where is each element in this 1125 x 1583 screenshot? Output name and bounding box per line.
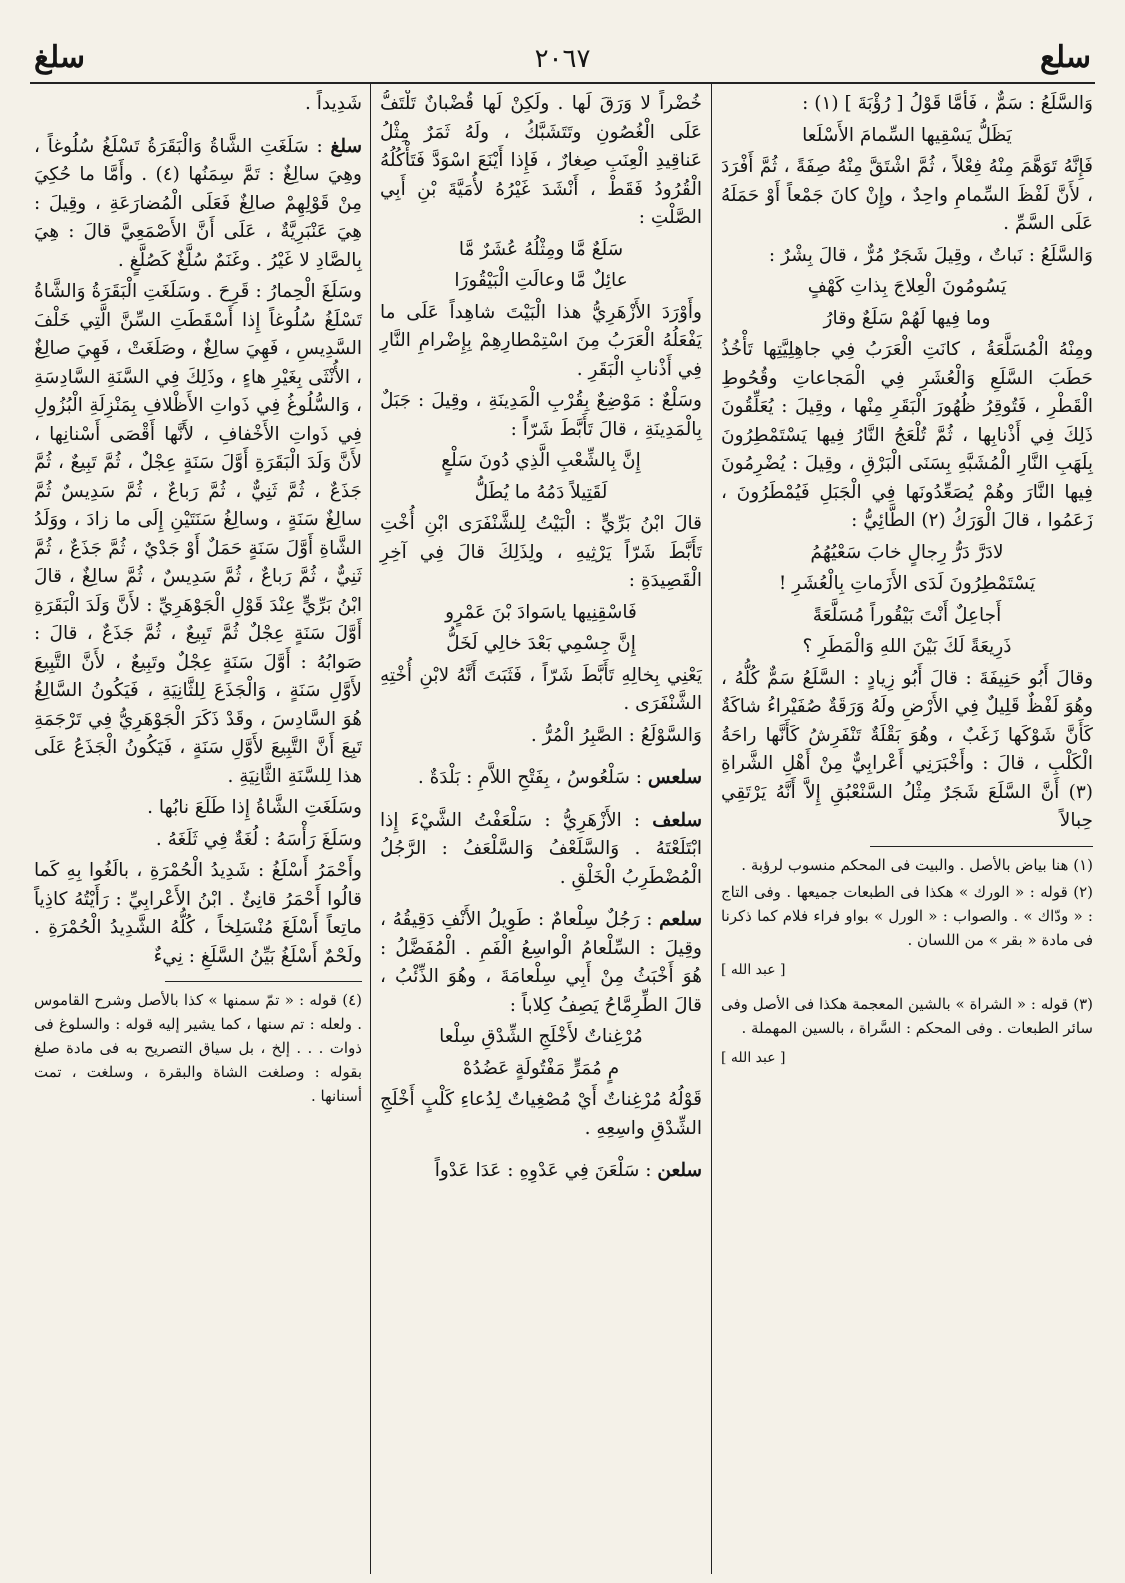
paragraph: وسَلَغَتِ الشَّاةُ إِذا طَلَعَ نابُها .: [147, 797, 362, 818]
paragraph: وأَحْمَرُ أَسْلَغُ : شَدِيدُ الْحُمْرَةِ ، بالَغُوا بِهِ كَما قالُوا أَحْمَرُ قانِئٌ . ابْنُ الأَعْرابِيِّ : رَأَيْتُهُ كاذِياً ماتِعاً أَسْلَغَ مُنْسَلِخاً ، كُلُّهُ الشَّدِيدُ الْحُمْرَةِ . ولَحْمٌ أَسْلَغُ بَيِّنُ السَّلَغِ : نِيءٌ: [34, 860, 362, 967]
footnote-separator: [870, 846, 1093, 847]
verse-line: مٍ مُمَرٍّ مَفْتُولَةٍ عَضُدُهْ: [462, 1057, 620, 1079]
column-divider: [711, 84, 712, 1574]
paragraph: وسَلَغَ رَأْسَهُ : لُغَةٌ فِي ثَلَغَهُ .: [155, 828, 362, 850]
right-column: [717, 90, 1097, 1570]
verse-line: سَلَعٌ مَّا ومِثْلُهُ عُشَرٌ مَّا: [458, 238, 624, 260]
verse-line: فَاسْقِنِيها ياسَوادَ بْنَ عَمْرٍو: [445, 601, 637, 623]
dictionary-entry: [380, 764, 702, 793]
paragraph: وَالسَّلَعُ : نَباتٌ ، وقِيلَ شَجَرٌ مُرٌّ ، قالَ بِشْرٌ :: [768, 244, 1093, 266]
left-column: [30, 90, 366, 1570]
entry-text: : الأَزْهَرِيُّ : سَلْعَفْتُ الشَّيْءَ إِذا ابْتَلَعْتَهُ . وَالسَّلَعْفُ وَالسَّلْعَفُ : الرَّجُلُ الْمُضْطَرِبُ الْخَلْقِ .: [380, 809, 702, 888]
verse-line: يَسُومُونَ الْعِلاجَ بِذاتِ كَهْفٍ: [807, 276, 1007, 297]
middle-column: [376, 90, 706, 1570]
verse-line: مُرْغِناتٌ لأَخْلَجِ الشِّدْقِ سِلْعا: [439, 1026, 643, 1047]
paragraph: وسَلْعٌ : مَوْضِعٌ بِقُرْبِ الْمَدِينَةِ ، وقِيلَ : جَبَلٌ بِالْمَدِينَةِ ، قالَ تَأَبَّطَ شَرّاً :: [380, 390, 702, 440]
paragraph: خُضْراً لا وَرَقَ لَها . ولَكِنْ لَها قُضْبانٌ تَلْتَفُّ عَلَى الْغُصُونِ وتَتَشَبَّكُ ، ولَهُ ثَمَرٌ مِثْلُ عَناقِيدِ الْعِنَبِ صِغارٌ ، فَإِذا أَيْنَعَ اسْوَدَّ فَتَأْكُلُهُ الْقُرُودُ فَقَطْ ، أَنْشَدَ غَيْرُهُ لأُمَيَّةَ بْنِ أَبِي الصَّلْتِ :: [380, 93, 702, 228]
footnote: (٣) قوله : « الشراة » بالشين المعجمة هكذا فى الأصل وفى سائر الطبعات . وفى المحكم : السَّراة ، بالسين المهملة .: [721, 995, 1093, 1037]
verse-line: أَجاعِلٌ أَنْتَ بَيْقُوراً مُسَلَّعَةً: [812, 604, 1002, 626]
dictionary-entry: [34, 133, 362, 276]
header-root-right: سلع: [1039, 40, 1091, 75]
verse-line: ذَرِيعَةً لَكَ بَيْنَ اللهِ وَالْمَطَرِ ؟: [802, 636, 1012, 657]
footnote: (٤) قوله : « تمّ سمنها » كذا بالأصل وشرح القاموس . ولعله : تم سنها ، كما يشير إليه قوله : والسلوغ فى ذوات . . . إلخ ، بل سياق التصريح به فى مادة صلغ بقوله : وصلغت الشاة والبقرة ، وسلغت ، تمت أسنانها .: [34, 991, 362, 1105]
entry-headword: سلعف: [652, 809, 702, 831]
page-header: [30, 38, 1095, 84]
verse-line: لَقَتِيلاً دَمُهُ ما يُطَلُّ: [474, 481, 608, 503]
page-number: ٢٠٦٧: [534, 44, 591, 74]
entry-headword: سلعم: [659, 909, 702, 930]
paragraph: يَعْنِي بِخالِهِ تَأَبَّطَ شَرّاً ، فَثَبَتَ أَنَّهُ لابْنِ أُخْتِهِ الشَّنْفَرَى .: [380, 664, 702, 714]
verse-line: وما فِيها لَهُمْ سَلَعٌ وقارُ: [823, 307, 991, 329]
paragraph: وقالَ أَبُو حَنِيفَةَ : قالَ أَبُو زِيادٍ : السَّلَعُ سَمٌّ كُلُّهُ ، وهُوَ لَفْظٌ قَلِيلٌ فِي الأَرْضِ ولَهُ وَرَقَةٌ صُفَيْراءُ شاكَةٌ كَأَنَّ شَوْكَها زَغَبٌ ، وهُوَ بَقْلَةٌ تَنْفَرِشُ كَأَنَّها راحَةُ الْكَلْبِ ، قالَ : وأَخْبَرَنِي أَعْرابِيٌّ مِنْ أَهْلِ الشَّراةِ (٣) أَنَّ السَّلَعَ شَجَرٌ مِثْلُ السَّنْعْبُقِ إِلاَّ أَنَّهُ يَرْتَقِي حِبالاً: [721, 667, 1093, 831]
editor-signature: [ عبد الله ]: [721, 961, 786, 978]
paragraph: قَوْلُهُ مُرْغِناتٌ أَيْ مُصْغِياتٌ لِدُعاءِ كَلْبٍ أَخْلَجِ الشِّدْقِ واسِعِهِ .: [380, 1089, 702, 1139]
entry-text: : سَلْعَنَ فِي عَدْوِهِ : عَدَا عَدْواً: [434, 1160, 658, 1181]
dictionary-entry: [380, 807, 702, 893]
entry-headword: سلعس: [647, 767, 702, 788]
verse-line: لادَرَّ دَرُّ رِجالٍ خابَ سَعْيُهُمُ: [810, 541, 1004, 563]
entry-headword: سلعن: [657, 1160, 702, 1181]
paragraph: وَالسَّوْلَعُ : الصَّبِرُ الْمُرُّ .: [530, 724, 702, 746]
verse-line: إِنَّ بِالشِّعْبِ الَّذِي دُونَ سَلْعٍ: [441, 450, 641, 471]
entry-text: : سَلَغَتِ الشَّاةُ وَالْبَقَرَةُ تَسْلَغُ سُلُوغاً ، وهِيَ سالِغٌ : تَمَّ سِمَنُها (٤) . وأَمَّا ما حُكِيَ مِنْ قَوْلِهِمْ صالِغٌ فَعَلَى الْمُضارَعَةِ ، وقِيلَ : هِيَ عَنْبَرِيَّةٌ ، عَلَى أَنَّ الأَصْمَعِيَّ قالَ : هِيَ بِالصَّادِ لا غَيْرُ . وغَنَمٌ سُلَّغٌ كَصُلَّغٍ .: [34, 135, 362, 271]
paragraph: وسَلَغَ الْحِمارُ : قَرِحَ . وسَلَغَتِ الْبَقَرَةُ وَالشَّاةُ تَسْلَغُ سُلُوغاً إِذا أَسْقَطَتِ السِّنَّ الَّتِي خَلْفَ السَّدِيسِ ، فَهِيَ سالِغٌ ، وصَلَغَتْ ، فَهِيَ صالِغٌ ، الأُنْثَى بِغَيْرِ هاءٍ ، وذَلِكَ فِي السَّنَةِ السَّادِسَةِ ، وَالسُّلُوغُ فِي ذَواتِ الأَظْلافِ بِمَنْزِلَةِ الْبُزُولِ فِي ذَواتِ الأَخْفافِ ، لأَنَّها أَقْصَى أَسْنانِها ، لأَنَّ وَلَدَ الْبَقَرَةِ أَوَّلَ سَنَةٍ عِجْلٌ ، ثُمَّ تَبِيعٌ ، ثُمَّ جَذَعٌ ، ثُمَّ ثَنِيٌّ ، ثُمَّ رَباعٌ ، ثُمَّ سَدِيسٌ ثُمَّ سالِغٌ سَنَةٍ ، وسالِغُ سَنَتَيْنِ إِلَى ما زادَ ، ووَلَدُ الشَّاةِ أَوَّلَ سَنَةٍ حَمَلٌ أَوْ جَدْيٌ ، ثُمَّ جَذَعٌ ، ثُمَّ ثَنِيٌّ ، ثُمَّ رَباعٌ ، ثُمَّ سَدِيسٌ ، ثُمَّ سالِغٌ ، قالَ ابْنُ بَرِّيٍّ عِنْدَ قَوْلِ الْجَوْهَرِيِّ : لأَنَّ وَلَدَ الْبَقَرَةِ أَوَّلَ سَنَةٍ عِجْلٌ ثُمَّ تَبِيعٌ ، ثُمَّ جَذَعٌ ، قالَ : صَوابُهُ : أَوَّلَ سَنَةٍ عِجْلٌ وتَبِيعٌ ، لأَنَّ التَّبِيعَ لأَوَّلِ سَنَةٍ ، وَالْجَذَعَ لِلثَّانِيَةِ ، فَيَكُونُ السَّالِغُ هُوَ السَّادِسَ ، وقَدْ ذَكَرَ الْجَوْهَرِيُّ فِي تَرْجَمَةِ تَبِعَ أَنَّ التَّبِيعَ لأَوَّلِ سَنَةٍ ، فَيَكُونُ الْجَذَعُ عَلَى هذا لِلسَّنَةِ الثَّانِيَةِ .: [34, 281, 362, 787]
paragraph: فَإِنَّهُ تَوَهَّمَ مِنْهُ فِعْلاً ، ثُمَّ اشْتَقَّ مِنْهُ صِفَةً ، ثُمَّ أَفْرَدَ ، لأَنَّ لَفْظَ السِّمامِ واحِدٌ ، وإِنْ كانَ جَمْعاً أَوْ حَمَلَهُ عَلَى السَّمِّ .: [721, 156, 1093, 234]
dictionary-entry: [380, 906, 702, 1020]
entry-text: : رَجُلٌ سِلْعامٌ : طَوِيلُ الأَنْفِ دَقِيقُهُ ، وقِيلَ : السِّلْعامُ الْواسِعُ الْفَمِ . الْمُفَضَّلُ : هُوَ أَخْبَثُ مِنْ أَبِي سِلْعامَةَ ، وهُوَ الذِّئْبُ ، قالَ الطِّرِمَّاحُ يَصِفُ كِلاباً :: [380, 909, 702, 1016]
footnote: (٢) قوله : « الورك » هكذا فى الطبعات جميعها . وفى التاج : « ودّاك » . والصواب : « الورل » بواو فراء فلام كما ذكرنا فى مادة « بقر » من اللسان .: [721, 882, 1093, 949]
verse-line: يَظَلُّ يَسْقِيها السِّمامَ الأَسْلَعا: [802, 124, 1012, 146]
footnote: (١) هنا بياض بالأصل . والبيت فى المحكم منسوب لرؤبة .: [741, 855, 1093, 874]
verse-line: يَسْتَمْطِرُونَ لَدَى الأَزَماتِ بِالْعُشَرِ !: [778, 573, 1036, 594]
entry-text: : سَلْعُوسُ ، بِفَتْحِ اللاَّمِ : بَلْدَةٌ .: [417, 767, 648, 788]
footnote-separator: [165, 981, 362, 982]
verse-line: إِنَّ جِسْمِي بَعْدَ خالِي لَخَلُّ: [446, 633, 636, 654]
entry-headword: سلغ: [330, 135, 362, 157]
editor-signature: [ عبد الله ]: [721, 1050, 786, 1066]
paragraph: ومِنْهُ الْمُسَلَّعَةُ ، كانَتِ الْعَرَبُ فِي جاهِلِيَّتِها تَأْخُذُ حَطَبَ السَّلَعِ وَالْعُشَرِ فِي الْمَجاعاتِ وقُحُوطِ الْقَطْرِ ، فَتُوقِرُ ظُهُورَ الْبَقَرِ مِنْها ، وقِيلَ : يُعَلِّقُونَ ذَلِكَ فِي أَذْنابِها ، ثُمَّ تُلْعَجُ النَّارُ فِيها يَسْتَمْطِرُونَ بِلَهَبِ النَّارِ الْمُشَبَّهِ بِسَنَى الْبَرْقِ ، وقِيلَ : يُضْرِمُونَ فِيها النَّارَ وهُمْ يُصَعِّدُونَها فِي الْجَبَلِ فَيُمْطَرُونَ ، زَعَمُوا ، قالَ الْوَرَكُ (٢) الطَّائِيُّ :: [721, 339, 1093, 531]
paragraph: قالَ ابْنُ بَرِّيٍّ : الْبَيْتُ لِلشَّنْفَرَى ابْنِ أُخْتِ تَأَبَّطَ شَرّاً يَرْثِيهِ ، ولِذَلِكَ قالَ فِي آخِرِ الْقَصِيدَةِ :: [380, 513, 702, 591]
paragraph: وأَوْرَدَ الأَزْهَرِيُّ هذا الْبَيْتَ شاهِداً عَلَى ما يَفْعَلُهُ الْعَرَبُ مِنَ اسْتِمْطارِهِمْ بِإِضْرامِ النَّارِ فِي أَذْنابِ الْبَقَرِ .: [380, 301, 702, 380]
verse-line: عائِلٌ مَّا وعالَتِ الْبَيْقُورَا: [454, 270, 628, 291]
paragraph: وَالسَّلَعُ : سَمٌّ ، فَأَمَّا قَوْلُ [ رُؤْبَةَ ] (١) :: [802, 93, 1093, 114]
dictionary-entry: [380, 1157, 702, 1186]
paragraph: شَدِيداً .: [305, 93, 362, 114]
column-divider: [370, 84, 371, 1574]
header-root-left: سلغ: [34, 40, 86, 75]
